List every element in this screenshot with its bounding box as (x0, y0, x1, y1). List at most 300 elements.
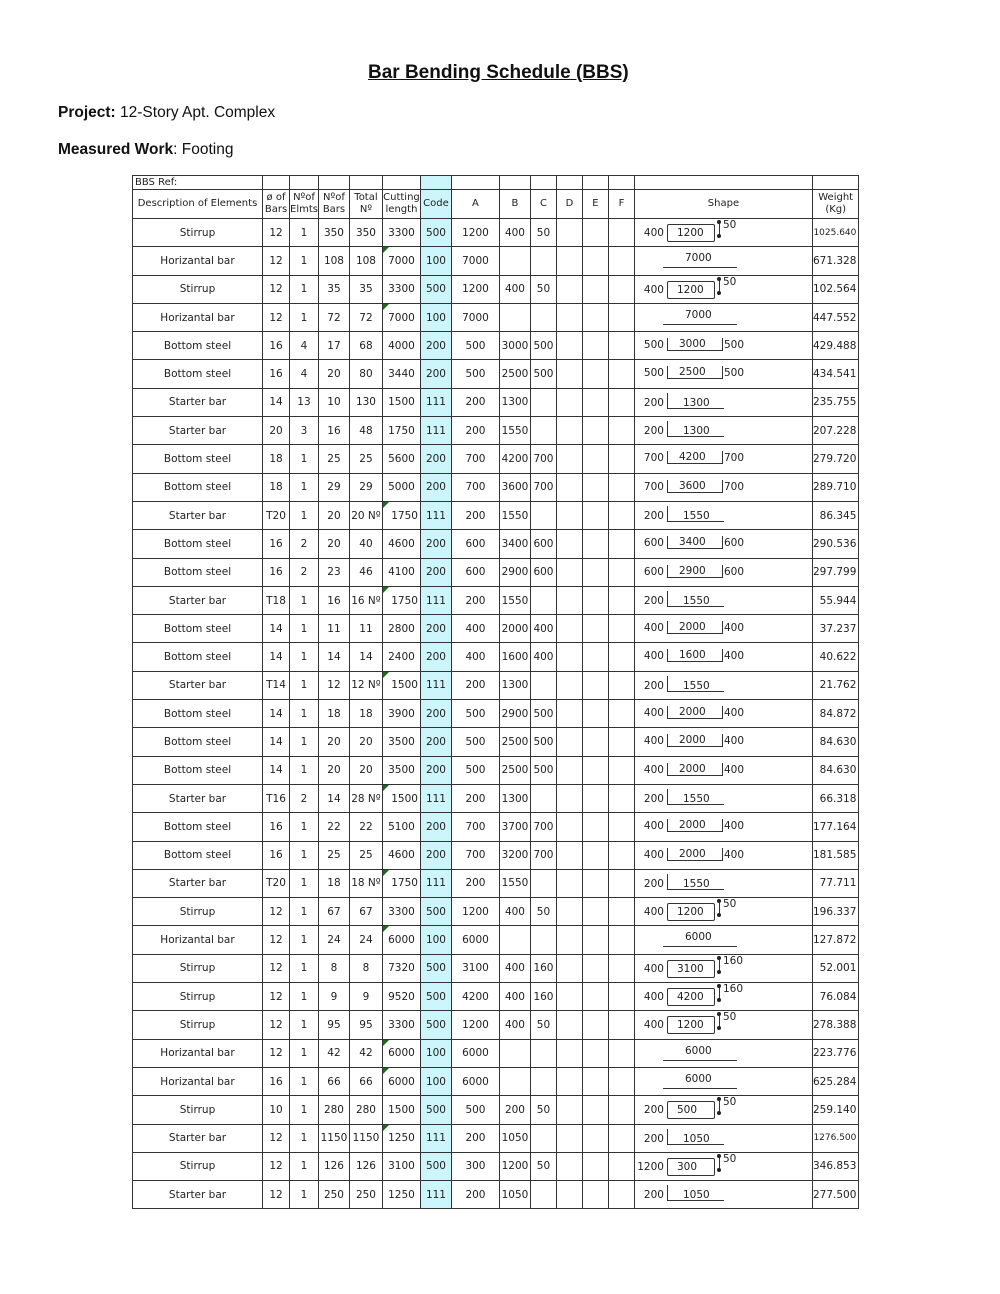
shape-dim-label: 1200 (676, 227, 704, 239)
cell-d (556, 417, 582, 445)
cell-e (582, 1124, 608, 1152)
cell-c (530, 926, 556, 954)
cell-cut: 2800 (382, 615, 420, 643)
cell-dia: 16 (263, 841, 290, 869)
shape-dim-label: 400 (643, 962, 664, 975)
cell-f (608, 926, 634, 954)
cell-c: 500 (530, 728, 556, 756)
cell-shape (634, 1067, 812, 1095)
cell-desc: Horizantal bar (133, 303, 263, 331)
cell-bars: 10 (318, 388, 349, 416)
cell-f (608, 417, 634, 445)
cell-desc: Horizantal bar (133, 1067, 263, 1095)
cell-cut: 3500 (382, 756, 420, 784)
shape-dim-label: 700 (723, 452, 745, 465)
shape-dim-label: 2000 (678, 847, 706, 860)
cell-total: 68 (349, 332, 382, 360)
cell-desc: Horizantal bar (133, 926, 263, 954)
cell-shape (634, 983, 812, 1011)
cell-a: 1200 (451, 219, 499, 247)
cell-f (608, 247, 634, 275)
straight-bar-shape-icon (635, 1040, 812, 1067)
cell-c: 50 (530, 898, 556, 926)
shape-dim-label: 400 (723, 763, 745, 776)
shape-dim-label: 200 (643, 425, 664, 438)
cell-code: 200 (420, 841, 451, 869)
shape-dim-label: 1550 (682, 594, 710, 607)
cell-bars: 20 (318, 728, 349, 756)
cell-e (582, 954, 608, 982)
l-bar-shape-icon (635, 502, 812, 529)
cell-weight: 102.564 (812, 275, 858, 303)
cell-d (556, 1096, 582, 1124)
cell-shape (634, 1096, 812, 1124)
cell-cut: 1750 (382, 417, 420, 445)
cell-shape (634, 417, 812, 445)
cell-c (530, 869, 556, 897)
cell-dia: 10 (263, 1096, 290, 1124)
cell-weight: 259.140 (812, 1096, 858, 1124)
cell-dia: 12 (263, 275, 290, 303)
cell-total: 1150 (349, 1124, 382, 1152)
cell-cut: 3900 (382, 700, 420, 728)
table-row (133, 417, 859, 445)
table-row (133, 671, 859, 699)
shape-dim-label: 1550 (682, 679, 710, 692)
cell-c: 50 (530, 1096, 556, 1124)
cell-cut: 3500 (382, 728, 420, 756)
header-diameter: ø of Bars (263, 190, 290, 219)
cell-desc: Starter bar (133, 784, 263, 812)
cell-desc: Bottom steel (133, 473, 263, 501)
table-row (133, 700, 859, 728)
shape-dim-label: 200 (643, 1132, 664, 1145)
shape-dim-label: 200 (643, 679, 664, 692)
shape-dim-label: 200 (643, 1189, 664, 1202)
shape-dim-label: 50 (722, 219, 737, 231)
shape-dim-label: 2000 (678, 819, 706, 832)
shape-dim-label: 3000 (678, 338, 706, 351)
cell-total: 22 (349, 813, 382, 841)
cell-bars: 17 (318, 332, 349, 360)
cell-d (556, 954, 582, 982)
table-row (133, 586, 859, 614)
shape-dim-label: 6000 (684, 931, 712, 944)
cell-weight: 235.755 (812, 388, 858, 416)
cell-d (556, 247, 582, 275)
shape-dim-label: 1550 (682, 509, 710, 522)
cell-d (556, 1039, 582, 1067)
cell-d (556, 926, 582, 954)
cell-b: 1300 (499, 671, 530, 699)
shape-dim-label: 200 (643, 792, 664, 805)
cell-e (582, 671, 608, 699)
cell-desc: Bottom steel (133, 530, 263, 558)
cell-weight: 196.337 (812, 898, 858, 926)
shape-dim-label: 50 (722, 1011, 737, 1024)
shape-dim-label: 50 (722, 898, 737, 911)
cell-c (530, 586, 556, 614)
cell-a: 500 (451, 700, 499, 728)
cell-dia: 12 (263, 1152, 290, 1180)
cell-elmts: 4 (290, 332, 319, 360)
header-d: D (556, 190, 582, 219)
cell-shape (634, 728, 812, 756)
cell-bars: 16 (318, 586, 349, 614)
cell-e (582, 275, 608, 303)
cell-e (582, 784, 608, 812)
cell-weight: 625.284 (812, 1067, 858, 1095)
cell-elmts: 1 (290, 983, 319, 1011)
shape-dim-label: 2000 (678, 734, 706, 747)
shape-dim-label: 400 (723, 707, 745, 720)
cell-b: 1550 (499, 869, 530, 897)
cell-e (582, 303, 608, 331)
cell-f (608, 869, 634, 897)
cell-cut: 3440 (382, 360, 420, 388)
cell-total: 280 (349, 1096, 382, 1124)
cell-cut: 5600 (382, 445, 420, 473)
cell-desc: Stirrup (133, 1152, 263, 1180)
cell-dia: 12 (263, 247, 290, 275)
shape-dim-label: 1550 (682, 792, 710, 805)
cell-desc: Starter bar (133, 501, 263, 529)
table-row (133, 898, 859, 926)
cell-elmts: 3 (290, 417, 319, 445)
cell-shape (634, 1039, 812, 1067)
cell-weight: 207.228 (812, 417, 858, 445)
header-row (133, 190, 859, 219)
u-bar-shape-icon (635, 559, 812, 586)
cell-a: 600 (451, 558, 499, 586)
cell-cut: 5000 (382, 473, 420, 501)
cell-c (530, 388, 556, 416)
cell-e (582, 388, 608, 416)
cell-e (582, 926, 608, 954)
cell-desc: Bottom steel (133, 700, 263, 728)
cell-f (608, 275, 634, 303)
cell-b: 400 (499, 898, 530, 926)
cell-cut: 5100 (382, 813, 420, 841)
table-row (133, 1124, 859, 1152)
l-bar-shape-icon (635, 389, 812, 416)
cell-elmts: 1 (290, 219, 319, 247)
table-row (133, 813, 859, 841)
shape-dim-label: 200 (643, 594, 664, 607)
cell-weight: 127.872 (812, 926, 858, 954)
cell-code: 500 (420, 898, 451, 926)
cell-cut: 6000 (382, 1067, 420, 1095)
cell-b: 1550 (499, 586, 530, 614)
cell-desc: Horizantal bar (133, 247, 263, 275)
stirrup-shape-icon (635, 955, 812, 982)
cell-desc: Starter bar (133, 417, 263, 445)
table-row (133, 445, 859, 473)
cell-f (608, 1039, 634, 1067)
cell-elmts: 1 (290, 247, 319, 275)
table-row (133, 558, 859, 586)
cell-total: 126 (349, 1152, 382, 1180)
table-row (133, 784, 859, 812)
bbs-ref-label: BBS Ref: (133, 176, 263, 190)
cell-total: 28 Nº (349, 784, 382, 812)
cell-b (499, 1039, 530, 1067)
cell-f (608, 983, 634, 1011)
shape-dim-label: 3100 (676, 962, 704, 975)
cell-desc: Bottom steel (133, 615, 263, 643)
cell-c: 50 (530, 219, 556, 247)
cell-weight: 346.853 (812, 1152, 858, 1180)
cell-elmts: 13 (290, 388, 319, 416)
shape-dim-label: 400 (643, 763, 664, 776)
shape-dim-label: 1550 (682, 877, 710, 890)
cell-b (499, 926, 530, 954)
cell-cut: 2400 (382, 643, 420, 671)
table-row (133, 869, 859, 897)
cell-weight: 181.585 (812, 841, 858, 869)
cell-code: 500 (420, 1011, 451, 1039)
cell-b: 2900 (499, 558, 530, 586)
cell-desc: Bottom steel (133, 332, 263, 360)
cell-d (556, 473, 582, 501)
cell-shape (634, 643, 812, 671)
cell-f (608, 615, 634, 643)
cell-dia: 12 (263, 983, 290, 1011)
cell-e (582, 1039, 608, 1067)
cell-bars: 67 (318, 898, 349, 926)
cell-elmts: 1 (290, 1152, 319, 1180)
cell-c (530, 501, 556, 529)
cell-a: 700 (451, 473, 499, 501)
cell-a: 200 (451, 869, 499, 897)
cell-a: 200 (451, 501, 499, 529)
cell-f (608, 586, 634, 614)
l-bar-shape-icon (635, 417, 812, 444)
cell-total: 130 (349, 388, 382, 416)
cell-c: 700 (530, 813, 556, 841)
cell-b: 2500 (499, 756, 530, 784)
cell-b: 2500 (499, 728, 530, 756)
table-row (133, 275, 859, 303)
cell-code: 111 (420, 1124, 451, 1152)
shape-dim-label: 400 (723, 735, 745, 748)
cell-e (582, 1096, 608, 1124)
shape-dim-label: 2000 (678, 706, 706, 719)
cell-weight: 289.710 (812, 473, 858, 501)
cell-cut: 1750 (382, 869, 420, 897)
cell-elmts: 2 (290, 784, 319, 812)
l-bar-shape-icon (635, 672, 812, 699)
shape-dim-label: 600 (723, 565, 745, 578)
shape-dim-label: 600 (643, 565, 664, 578)
cell-b: 3600 (499, 473, 530, 501)
cell-dia: 18 (263, 445, 290, 473)
cell-f (608, 954, 634, 982)
cell-total: 16 Nº (349, 586, 382, 614)
cell-weight: 177.164 (812, 813, 858, 841)
shape-dim-label: 400 (643, 650, 664, 663)
cell-e (582, 983, 608, 1011)
cell-code: 200 (420, 332, 451, 360)
stirrup-shape-icon (635, 983, 812, 1010)
cell-shape (634, 275, 812, 303)
cell-cut: 7000 (382, 303, 420, 331)
cell-elmts: 1 (290, 869, 319, 897)
cell-code: 111 (420, 417, 451, 445)
cell-c: 160 (530, 954, 556, 982)
cell-b: 1300 (499, 784, 530, 812)
cell-desc: Stirrup (133, 1011, 263, 1039)
cell-weight: 84.630 (812, 756, 858, 784)
shape-dim-label: 500 (643, 367, 664, 380)
cell-dia: 14 (263, 643, 290, 671)
cell-a: 7000 (451, 247, 499, 275)
cell-d (556, 671, 582, 699)
cell-total: 108 (349, 247, 382, 275)
cell-dia: 16 (263, 332, 290, 360)
table-row (133, 1067, 859, 1095)
cell-shape (634, 473, 812, 501)
cell-weight: 277.500 (812, 1181, 858, 1209)
shape-dim-label: 6000 (684, 1072, 712, 1085)
shape-dim-label: 700 (723, 480, 745, 493)
cell-f (608, 671, 634, 699)
cell-c: 500 (530, 360, 556, 388)
cell-elmts: 1 (290, 445, 319, 473)
cell-elmts: 1 (290, 728, 319, 756)
cell-dia: 16 (263, 530, 290, 558)
cell-elmts: 1 (290, 501, 319, 529)
cell-cut: 1250 (382, 1124, 420, 1152)
cell-c (530, 1181, 556, 1209)
cell-cut: 3300 (382, 219, 420, 247)
cell-shape (634, 841, 812, 869)
header-no-elements: Nºof Elmts (290, 190, 319, 219)
cell-f (608, 360, 634, 388)
shape-dim-label: 400 (643, 991, 664, 1004)
shape-dim-label: 1200 (676, 906, 704, 919)
cell-weight: 77.711 (812, 869, 858, 897)
cell-elmts: 1 (290, 643, 319, 671)
cell-cut: 4600 (382, 841, 420, 869)
cell-c (530, 1067, 556, 1095)
cell-elmts: 1 (290, 615, 319, 643)
cell-b: 400 (499, 275, 530, 303)
cell-code: 200 (420, 700, 451, 728)
cell-f (608, 898, 634, 926)
cell-bars: 24 (318, 926, 349, 954)
shape-dim-label: 160 (722, 983, 744, 996)
header-a: A (451, 190, 499, 219)
cell-elmts: 1 (290, 841, 319, 869)
cell-cut: 1500 (382, 388, 420, 416)
cell-d (556, 643, 582, 671)
stirrup-shape-icon (635, 1153, 812, 1180)
shape-dim-label: 1050 (682, 1189, 710, 1202)
cell-elmts: 1 (290, 1096, 319, 1124)
cell-dia: 12 (263, 898, 290, 926)
cell-d (556, 219, 582, 247)
cell-cut: 1500 (382, 671, 420, 699)
cell-cut: 4000 (382, 332, 420, 360)
cell-code: 200 (420, 445, 451, 473)
cell-shape (634, 1124, 812, 1152)
shape-dim-label: 3400 (678, 536, 706, 549)
cell-total: 20 Nº (349, 501, 382, 529)
cell-a: 1200 (451, 1011, 499, 1039)
cell-bars: 20 (318, 530, 349, 558)
cell-bars: 126 (318, 1152, 349, 1180)
cell-code: 200 (420, 756, 451, 784)
cell-shape (634, 700, 812, 728)
cell-e (582, 586, 608, 614)
cell-elmts: 1 (290, 473, 319, 501)
cell-desc: Bottom steel (133, 445, 263, 473)
cell-b: 200 (499, 1096, 530, 1124)
u-bar-shape-icon (635, 360, 812, 387)
cell-weight: 278.388 (812, 1011, 858, 1039)
table-row (133, 841, 859, 869)
cell-d (556, 615, 582, 643)
cell-e (582, 473, 608, 501)
cell-d (556, 445, 582, 473)
shape-dim-label: 160 (722, 954, 744, 967)
cell-d (556, 1011, 582, 1039)
straight-bar-shape-icon (635, 304, 812, 331)
cell-desc: Starter bar (133, 869, 263, 897)
shape-dim-label: 500 (723, 367, 745, 380)
table-row (133, 332, 859, 360)
stirrup-shape-icon (635, 219, 812, 246)
cell-weight: 86.345 (812, 501, 858, 529)
cell-elmts: 2 (290, 558, 319, 586)
header-no-bars: Nºof Bars (318, 190, 349, 219)
shape-dim-label: 200 (643, 877, 664, 890)
cell-total: 40 (349, 530, 382, 558)
cell-cut: 1250 (382, 1181, 420, 1209)
shape-dim-label: 3600 (678, 479, 706, 492)
shape-dim-label: 300 (676, 1160, 698, 1173)
cell-a: 200 (451, 1181, 499, 1209)
cell-e (582, 1181, 608, 1209)
cell-a: 1200 (451, 898, 499, 926)
cell-b: 2000 (499, 615, 530, 643)
cell-b: 1550 (499, 417, 530, 445)
cell-dia: 14 (263, 728, 290, 756)
cell-code: 500 (420, 1096, 451, 1124)
cell-d (556, 1181, 582, 1209)
cell-dia: 12 (263, 954, 290, 982)
cell-b (499, 303, 530, 331)
cell-code: 200 (420, 360, 451, 388)
cell-b: 400 (499, 219, 530, 247)
cell-code: 200 (420, 530, 451, 558)
cell-d (556, 898, 582, 926)
header-description: Description of Elements (133, 190, 263, 219)
cell-shape (634, 360, 812, 388)
cell-total: 20 (349, 756, 382, 784)
cell-desc: Starter bar (133, 586, 263, 614)
shape-dim-label: 400 (643, 906, 664, 919)
cell-total: 46 (349, 558, 382, 586)
cell-desc: Bottom steel (133, 841, 263, 869)
cell-b (499, 1067, 530, 1095)
cell-shape (634, 501, 812, 529)
cell-cut: 6000 (382, 926, 420, 954)
cell-code: 111 (420, 671, 451, 699)
cell-f (608, 700, 634, 728)
cell-bars: 1150 (318, 1124, 349, 1152)
